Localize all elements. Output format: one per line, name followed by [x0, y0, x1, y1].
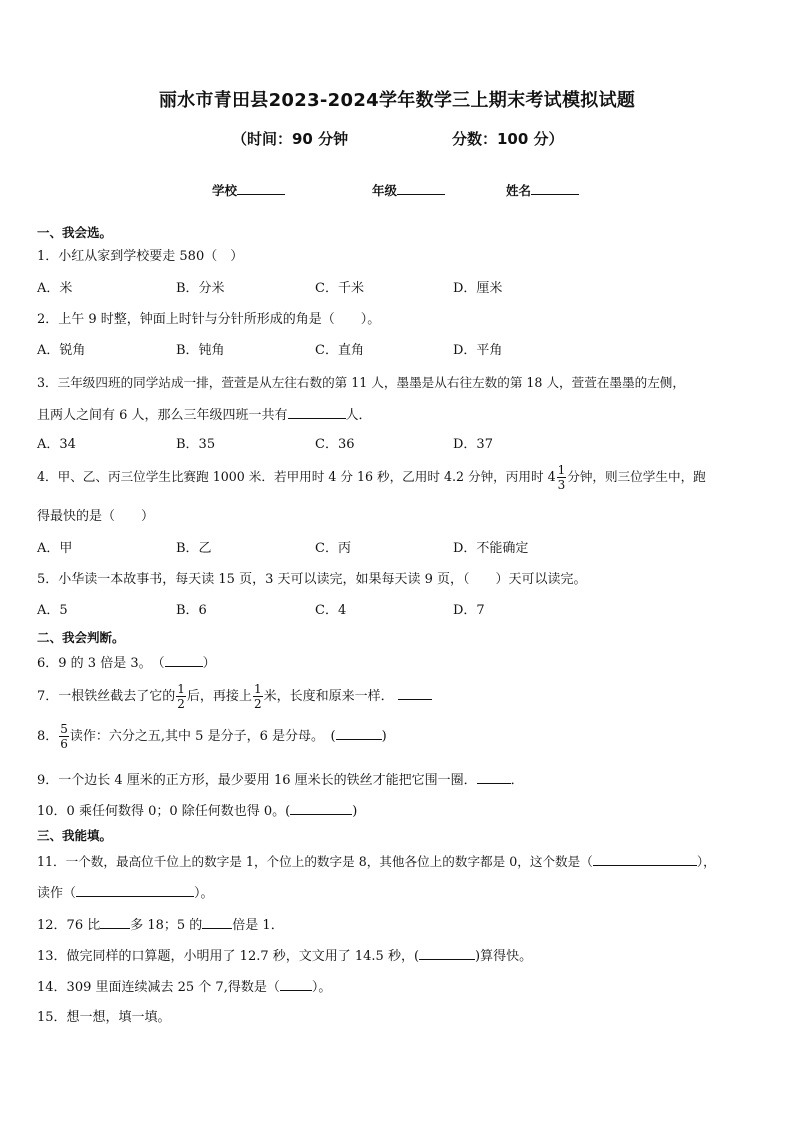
q3-text-a: 且两人之间有 6 人，那么三年级四班一共有: [37, 408, 288, 423]
q6-text-a: 6．9 的 3 倍是 3。 （: [37, 656, 165, 671]
q6-text-b: ）: [202, 656, 216, 671]
question-15: 15．想一想，填一填。: [37, 1010, 171, 1025]
q11-text-a: 11．一个数，最高位千位上的数字是 1，个位上的数字是 8，其他各位上的数字都是 0，这个数是（: [37, 854, 593, 869]
q14-text-a: 14．309 里面连续减去 25 个 7,得数是（: [37, 980, 280, 995]
q4-fraction-numerator: 1: [557, 463, 566, 477]
q4-option-c[interactable]: C．丙: [315, 541, 351, 556]
question-4-line-2: 得最快的是（ ）: [37, 509, 155, 524]
section-heading-choose: 一、我会选。: [37, 225, 113, 240]
q6-answer-blank[interactable]: [165, 653, 203, 667]
q3-option-d[interactable]: D．37: [453, 437, 493, 452]
q7-text-a: 7．一根铁丝截去了它的: [37, 689, 176, 704]
q7-text-b: 后，再接上: [186, 689, 252, 704]
q7-text-c: 米，长度和原来一样．: [263, 689, 394, 704]
q13-text-a: 13．做完同样的口算题，小明用了 12.7 秒，文文用了 14.5 秒，(: [37, 949, 420, 964]
q9-answer-blank[interactable]: [477, 770, 511, 784]
question-3-line-1: 3．三年级四班的同学站成一排，萱萱是从左往右数的第 11 人，墨墨是从右往左数的第 18 人，萱萱在墨墨的左侧，: [37, 375, 685, 390]
exam-title: 丽水市青田县2023-2024学年数学三上期末考试模拟试题: [158, 90, 636, 111]
q9-text-b: ．: [510, 773, 524, 788]
question-4-line-1: [37, 464, 706, 491]
q12-blank-1[interactable]: [100, 915, 130, 929]
question-7: [37, 683, 432, 710]
q2-option-d[interactable]: D．平角: [453, 343, 503, 358]
q7-fraction-2: [253, 683, 263, 710]
q5-option-a[interactable]: A．5: [37, 603, 68, 618]
question-11-line-1: [37, 852, 716, 871]
q8-text-b: 读作：六分之五,其中 5 是分子，6 是分母。 (: [69, 729, 336, 744]
q4-fraction: [557, 464, 567, 491]
grade-label: 年级: [372, 183, 398, 198]
q3-option-a[interactable]: A．34: [37, 437, 76, 452]
q4-option-b[interactable]: B．乙: [176, 541, 212, 556]
section-heading-fill: 三、我能填。: [37, 828, 113, 843]
q1-option-d[interactable]: D．厘米: [453, 281, 503, 296]
question-1: 1．小红从家到学校要走 580（ ）: [37, 249, 244, 264]
q14-answer-blank[interactable]: [280, 977, 312, 991]
q5-option-c[interactable]: C．4: [315, 603, 347, 618]
q9-text-a: 9．一个边长 4 厘米的正方形，最少要用 16 厘米长的铁丝才能把它围一圈．: [37, 773, 477, 788]
q7-fraction-1-denominator: 2: [177, 697, 185, 711]
q8-fraction-numerator: 5: [60, 722, 68, 736]
q10-text-b: ): [352, 804, 358, 819]
q3-text-b: 人．: [345, 408, 372, 423]
grade-blank[interactable]: [397, 182, 445, 195]
q8-fraction-denominator: 6: [60, 737, 68, 751]
q4-text-b: 分钟，则三位学生中，跑: [567, 469, 706, 484]
q7-fraction-1: [176, 683, 186, 710]
name-field: [506, 181, 579, 199]
q4-text-a: 4．甲、乙、丙三位学生比赛跑 1000 米．若甲用时 4 分 16 秒，乙用时 4.2 分钟，丙用时 4: [37, 469, 556, 484]
q12-blank-2[interactable]: [202, 915, 232, 929]
question-3-line-2: [37, 405, 372, 425]
q4-option-a[interactable]: A．甲: [37, 541, 73, 556]
q3-option-c[interactable]: C．36: [315, 437, 355, 452]
section-heading-judge: 二、我会判断。: [37, 630, 125, 645]
name-blank[interactable]: [531, 182, 579, 195]
question-10: [37, 801, 357, 821]
exam-time: （时间：90 分钟: [232, 130, 349, 148]
q3-option-b[interactable]: B．35: [176, 437, 216, 452]
q14-text-b: ）。: [311, 980, 332, 995]
q11-reading-blank[interactable]: [76, 883, 194, 897]
q13-text-b: )算得快。: [475, 949, 533, 964]
q1-option-b[interactable]: B．分米: [176, 281, 225, 296]
q3-answer-blank[interactable]: [288, 405, 346, 419]
name-label: 姓名: [506, 183, 532, 198]
q8-answer-blank[interactable]: [336, 726, 382, 740]
school-blank[interactable]: [237, 182, 285, 195]
q13-answer-blank[interactable]: [419, 946, 475, 960]
exam-score: 分数：100 分）: [452, 130, 564, 148]
q11-text-c: 读作（: [37, 886, 77, 901]
q2-option-c[interactable]: C．直角: [315, 343, 364, 358]
q1-option-c[interactable]: C．千米: [315, 281, 364, 296]
question-14: [37, 977, 331, 997]
question-5: 5．小华读一本故事书，每天读 15 页，3 天可以读完，如果每天读 9 页，（ ）天可以读完。: [37, 572, 587, 587]
q4-option-d[interactable]: D．不能确定: [453, 541, 529, 556]
q8-fraction: [59, 723, 69, 750]
question-12: [37, 915, 284, 935]
grade-field: [372, 181, 445, 199]
q7-answer-blank[interactable]: [398, 686, 432, 700]
question-8: [37, 723, 387, 750]
question-6: [37, 653, 216, 673]
question-11-line-2: [37, 883, 214, 903]
q7-fraction-2-numerator: 1: [253, 682, 262, 696]
question-9: [37, 770, 524, 790]
question-2: 2．上午 9 时整，钟面上时针与分针所形成的角是（ ）。: [37, 312, 381, 327]
q1-option-a[interactable]: A．米: [37, 281, 73, 296]
q5-option-d[interactable]: D．7: [453, 603, 485, 618]
school-label: 学校: [212, 183, 238, 198]
q2-option-b[interactable]: B．钝角: [176, 343, 225, 358]
q11-text-d: ）。: [194, 886, 214, 901]
q2-option-a[interactable]: A．锐角: [37, 343, 86, 358]
q5-option-b[interactable]: B．6: [176, 603, 207, 618]
q12-text-c: 倍是 1．: [232, 918, 284, 933]
q11-number-blank[interactable]: [593, 852, 697, 866]
question-13: [37, 946, 532, 966]
q12-text-b: 多 18；5 的: [130, 918, 203, 933]
q7-fraction-1-numerator: 1: [177, 682, 185, 696]
school-field: [212, 181, 285, 199]
q10-answer-blank[interactable]: [290, 801, 352, 815]
q8-text-a: 8．: [37, 729, 59, 744]
q7-fraction-2-denominator: 2: [253, 697, 262, 711]
q10-text-a: 10．0 乘任何数得 0；0 除任何数也得 0。(: [37, 804, 291, 819]
q4-fraction-denominator: 3: [557, 478, 566, 492]
q11-text-b: ），: [696, 854, 716, 869]
q12-text-a: 12．76 比: [37, 918, 101, 933]
q8-text-c: ): [381, 729, 387, 744]
